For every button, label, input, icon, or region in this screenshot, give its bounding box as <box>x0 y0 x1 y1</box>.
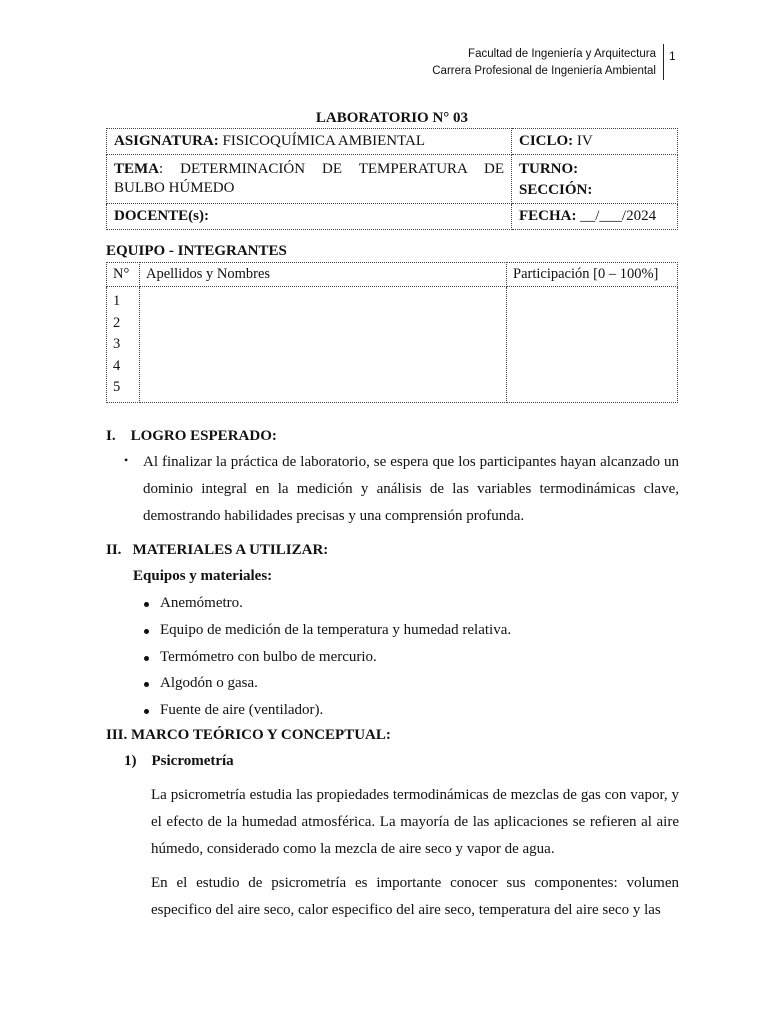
asignatura-cell <box>107 129 512 155</box>
tema-label: TEMA <box>114 161 159 177</box>
section-logro-title: I. LOGRO ESPERADO: <box>106 428 277 444</box>
logro-paragraph: Al finalizar la práctica de laboratorio, se espera que los participantes hayan alcanzado un dominio integral en la medición y análisis de las variables termodinámicas clave, demostrando habilidades precisas y una comprensión profunda. <box>143 454 679 524</box>
career-name: Carrera Profesional de Ingeniería Ambiental <box>432 65 656 77</box>
bullet-icon <box>144 682 149 687</box>
row-number: 4 <box>113 357 121 374</box>
row-number: 3 <box>113 336 121 352</box>
page-number: 1 <box>669 49 676 63</box>
tema-value: : DETERMINACIÓN DE TEMPERATURA DE BULBO HÚMEDO <box>114 161 504 196</box>
ciclo-cell <box>512 129 678 155</box>
fecha-label: FECHA: <box>519 208 577 224</box>
asignatura-value: FISICOQUÍMICA AMBIENTAL <box>218 133 426 149</box>
bullet-icon <box>144 629 149 634</box>
turno-seccion-cell <box>512 155 678 204</box>
team-table <box>106 262 678 403</box>
material-item: Fuente de aire (ventilador). <box>160 702 323 719</box>
faculty-name: Facultad de Ingeniería y Arquitectura <box>468 48 656 60</box>
lab-title: LABORATORIO N° 03 <box>315 110 469 126</box>
col-names-header: Apellidos y Nombres <box>140 263 507 287</box>
section-materiales-title: II. MATERIALES A UTILIZAR: <box>106 542 329 558</box>
bullet-icon <box>144 709 149 714</box>
material-item: Anemómetro. <box>160 595 243 612</box>
materials-subtitle: Equipos y materiales: <box>133 568 273 584</box>
docente-cell <box>107 204 512 230</box>
tema-cell <box>107 155 512 204</box>
psicrometria-subtitle: 1) Psicrometría <box>124 753 234 769</box>
seccion-label: SECCIÓN: <box>519 182 593 198</box>
row-numbers <box>107 287 140 403</box>
bullet-icon <box>144 656 149 661</box>
asignatura-label: ASIGNATURA: <box>114 133 219 149</box>
row-number: 5 <box>113 379 121 395</box>
bullet-icon: • <box>124 453 129 467</box>
header-divider <box>663 44 664 80</box>
col-participation-header: Participación [0 – 100%] <box>507 263 678 287</box>
row-number: 1 <box>113 293 121 309</box>
col-number-header: N° <box>107 263 140 287</box>
team-title: EQUIPO - INTEGRANTES <box>106 243 287 259</box>
material-item: Termómetro con bulbo de mercurio. <box>160 649 377 666</box>
psicrometria-paragraph-1: La psicrometría estudia las propiedades termodinámicas de mezclas de gas con vapor, y el efecto de la humedad atmosférica. La mayoría de las aplicaciones se refieren al aire húmedo, considerado como la mezcla de aire seco y vapor de agua. <box>151 787 679 857</box>
turno-label: TURNO: <box>519 161 579 177</box>
fecha-value: __/___/2024 <box>576 208 657 224</box>
ciclo-label: CICLO: <box>519 133 574 149</box>
psicrometria-paragraph-2: En el estudio de psicrometría es importante conocer sus componentes: volumen especifico del aire seco, calor especifico del aire seco, temperatura del aire seco y las <box>151 875 679 918</box>
bullet-icon <box>144 602 149 607</box>
docente-label: DOCENTE(s): <box>114 208 210 224</box>
course-info-table <box>106 128 678 230</box>
page-header <box>432 46 656 80</box>
row-number: 2 <box>113 314 121 331</box>
section-marco-title: III. MARCO TEÓRICO Y CONCEPTUAL: <box>106 727 391 743</box>
material-item: Equipo de medición de la temperatura y humedad relativa. <box>160 622 511 639</box>
participation-cell <box>507 287 678 403</box>
names-cell <box>140 287 507 403</box>
ciclo-value: IV <box>573 133 593 149</box>
material-item: Algodón o gasa. <box>160 675 258 692</box>
fecha-cell <box>512 204 678 230</box>
